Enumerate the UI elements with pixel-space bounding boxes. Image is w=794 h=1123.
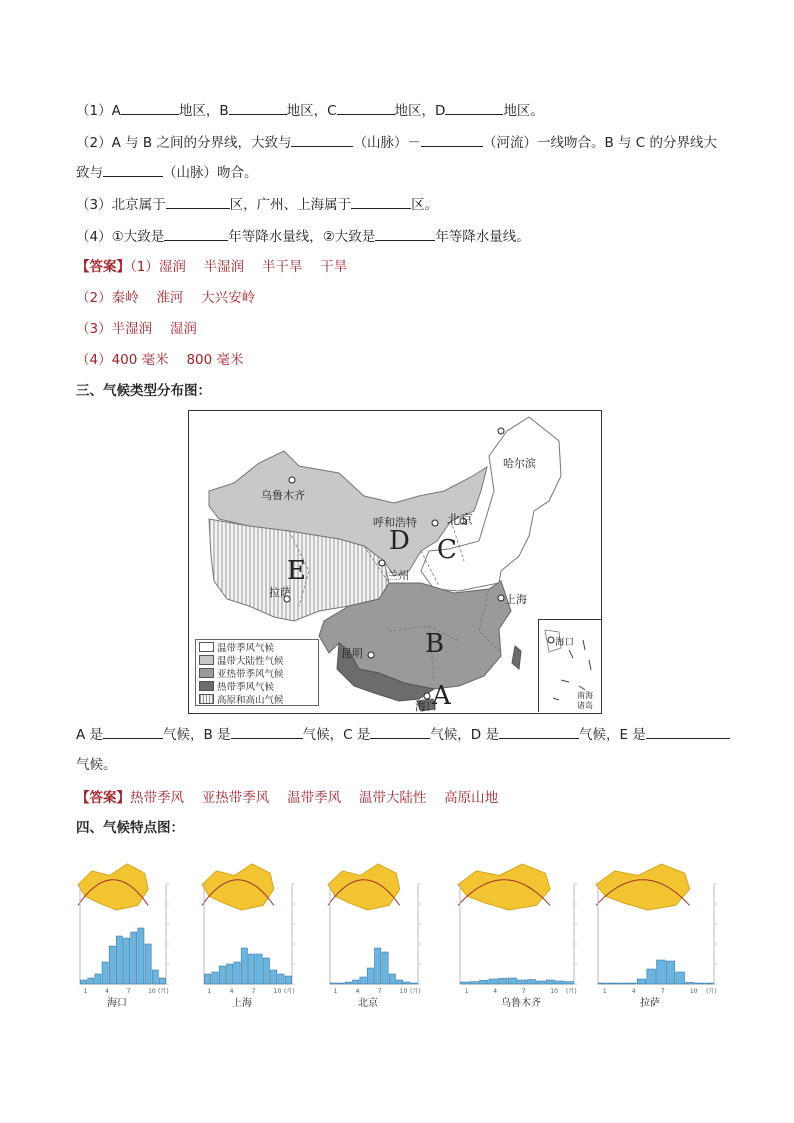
precipitation-bar: [219, 966, 225, 984]
month-label: (月): [410, 988, 421, 995]
climate-chart: [196, 846, 318, 1009]
city-marker: [368, 652, 374, 658]
answer-1-line-1: [76, 257, 347, 277]
legend-swatch: [199, 655, 214, 665]
section-4-title: 四、气候特点图：: [76, 820, 184, 836]
climate-chart: [72, 846, 192, 1009]
precipitation-bar: [241, 948, 247, 984]
blank[interactable]: [646, 724, 730, 739]
precipitation-bar: [556, 981, 565, 984]
legend-item: [196, 653, 318, 666]
china-map-thumbnail: [78, 864, 148, 910]
precipitation-bar: [686, 982, 695, 984]
precipitation-bar: [705, 983, 714, 984]
q1-text: 地区，B: [178, 103, 229, 119]
precipitation-bar: [565, 982, 574, 984]
answer-text: 热带季风 亚热带季风 温带季风 温带大陆性 高原山地: [130, 790, 499, 806]
precipitation-bar: [227, 964, 233, 984]
precipitation-bar: [546, 980, 555, 984]
region-taiwan: [512, 646, 521, 669]
legend-label: 温带季风气候: [217, 642, 275, 654]
city-marker: [498, 595, 504, 601]
climate-map: [188, 410, 602, 714]
q5-text: 气候，B 是: [163, 727, 231, 743]
month-label: 10: [689, 988, 698, 995]
month-label: 10: [550, 988, 558, 995]
region-letter-b: B: [425, 629, 445, 659]
legend-item: [196, 679, 318, 692]
region-letter-c: C: [437, 535, 457, 565]
legend-label: 亚热带季风气候: [217, 668, 284, 680]
precipitation-bar: [389, 974, 395, 984]
climate-chart-svg: [196, 846, 318, 996]
answer-text: （4）400 毫米 800 毫米: [76, 352, 244, 368]
q2-text: （河流）一线吻合。B 与 C 的分界线大: [482, 135, 718, 151]
map-legend: [195, 639, 319, 706]
answer-1-line-3: [76, 319, 197, 339]
month-label: 7: [521, 988, 526, 995]
city-label: 拉萨: [269, 586, 291, 599]
q1-text: （1）A: [76, 103, 121, 119]
answer-text: （2）秦岭 淮河 大兴安岭: [76, 290, 256, 306]
precipitation-bar: [382, 952, 388, 984]
month-label: 1: [207, 988, 212, 995]
city-marker: [379, 560, 385, 566]
precipitation-bar: [131, 932, 137, 984]
precipitation-bar: [499, 978, 508, 984]
month-label: (月): [566, 988, 577, 995]
answer-text: （1）湿润 半湿润 半干旱 干旱: [130, 259, 348, 275]
legend-label: 高原和高山气候: [217, 694, 284, 706]
q2-text: （山脉）吻合。: [163, 165, 258, 181]
blank[interactable]: [499, 724, 579, 739]
month-label: 10: [399, 988, 408, 995]
china-map-thumbnail: [596, 864, 690, 910]
month-label: 10: [273, 988, 282, 995]
blank[interactable]: [375, 226, 435, 241]
chart-city-label: 拉萨: [640, 998, 660, 1009]
climate-chart-svg: [590, 846, 740, 996]
region-letter-d: D: [389, 526, 410, 556]
answer-text: （3）半湿润 湿润: [76, 321, 197, 337]
city-label: 上海: [505, 593, 527, 606]
china-map-thumbnail: [458, 864, 550, 910]
month-label: 1: [83, 988, 88, 995]
precipitation-bar: [676, 972, 685, 984]
precipitation-bar: [345, 982, 351, 984]
q4-text: 年等降水量线。: [435, 229, 530, 245]
climate-chart-svg: [72, 846, 192, 996]
month-label: 4: [105, 988, 109, 995]
city-label: 北京: [447, 513, 474, 528]
city-label: 海口: [555, 637, 575, 648]
q2-text: （2）A 与 B 之间的分界线，大致与: [76, 135, 292, 151]
city-marker: [498, 428, 504, 434]
q5-text: 气候，E 是: [579, 727, 646, 743]
precipitation-bar: [109, 946, 115, 984]
precipitation-bar: [145, 944, 151, 984]
blank[interactable]: [421, 132, 483, 147]
q3-text: （3）北京属于: [76, 197, 166, 213]
precipitation-bar: [212, 972, 218, 984]
precipitation-bar: [331, 983, 337, 984]
precipitation-bar: [375, 948, 381, 984]
q2-text: 致与: [76, 165, 103, 181]
precipitation-bar: [657, 960, 666, 984]
blank[interactable]: [166, 194, 230, 209]
precipitation-bar: [152, 970, 158, 984]
precipitation-bar: [637, 979, 646, 984]
blank[interactable]: [370, 724, 430, 739]
precipitation-bar: [537, 981, 546, 984]
month-label: 4: [355, 988, 360, 995]
question-4: [76, 226, 530, 247]
answer-1-line-4: [76, 350, 244, 370]
precipitation-bar: [367, 968, 373, 984]
q1-text: 地区，D: [394, 103, 446, 119]
precipitation-bar: [124, 938, 130, 984]
precipitation-bar: [397, 980, 403, 984]
question-2: [76, 132, 717, 153]
precipitation-bar: [88, 978, 94, 984]
month-label: (月): [158, 988, 169, 995]
q5-text: 气候，D 是: [430, 727, 499, 743]
precipitation-bar: [628, 983, 637, 984]
climate-chart-svg: [452, 846, 600, 996]
inset-label: 诸岛: [577, 701, 593, 710]
chart-city-label: 海口: [107, 998, 127, 1009]
month-label: 1: [602, 988, 607, 995]
blank[interactable]: [231, 724, 303, 739]
legend-item: [196, 640, 318, 653]
blank[interactable]: [103, 724, 163, 739]
precipitation-bar: [95, 974, 101, 984]
q5-text: A 是: [76, 727, 104, 743]
precipitation-bar: [360, 977, 366, 984]
region-letter-a: A: [432, 681, 451, 711]
city-label: 哈尔滨: [503, 457, 536, 470]
city-label: 海口: [415, 700, 437, 713]
month-label: 4: [493, 988, 498, 995]
precipitation-bar: [234, 962, 240, 984]
question-5-cont: 气候。: [76, 757, 117, 773]
city-label: 乌鲁木齐: [261, 489, 305, 502]
inset-label: 南海: [577, 691, 593, 700]
city-marker: [289, 477, 295, 483]
precipitation-bar: [205, 974, 211, 984]
legend-swatch: [199, 642, 214, 652]
precipitation-bar: [470, 982, 479, 984]
answer-2: [76, 788, 498, 808]
city-marker: [432, 520, 438, 526]
section-3-title: 三、气候类型分布图：: [76, 383, 211, 399]
precipitation-bar: [278, 974, 284, 984]
city-label: 昆明: [341, 647, 363, 660]
climate-chart: [452, 846, 600, 1009]
precipitation-bar: [461, 982, 470, 984]
q1-text: 地区。: [503, 103, 544, 119]
q3-text: 区。: [411, 197, 439, 213]
blank[interactable]: [103, 162, 163, 177]
question-3: [76, 194, 438, 215]
chart-city-label: 乌鲁木齐: [501, 998, 541, 1009]
precipitation-bar: [353, 980, 359, 984]
precipitation-bar: [338, 983, 344, 984]
precipitation-bar: [480, 980, 489, 984]
precipitation-bar: [666, 961, 675, 984]
month-label: 7: [126, 988, 131, 995]
precipitation-bar: [256, 954, 262, 984]
legend-swatch: [199, 681, 214, 691]
blank[interactable]: [229, 100, 287, 115]
month-label: 1: [333, 988, 338, 995]
month-label: 10: [148, 988, 156, 995]
legend-swatch: [199, 694, 214, 704]
legend-item: [196, 666, 318, 679]
month-label: 4: [631, 988, 636, 995]
region-letter-e: E: [287, 556, 306, 586]
city-label: 呼和浩特: [373, 516, 417, 529]
precipitation-bar: [271, 970, 277, 984]
blank[interactable]: [164, 226, 228, 241]
precipitation-bar: [647, 969, 656, 984]
precipitation-bar: [81, 980, 87, 984]
month-label: (月): [706, 988, 717, 995]
question-1: [76, 100, 544, 121]
q3-text: 区，广州、上海属于: [229, 197, 352, 213]
blank[interactable]: [445, 100, 503, 115]
south-china-sea-inset: [538, 619, 601, 712]
q4-text: （4）①大致是: [76, 229, 165, 245]
climate-chart: [590, 846, 740, 1009]
answer-tag: 【答案】: [76, 259, 130, 275]
precipitation-bar: [116, 936, 122, 984]
precipitation-bar: [102, 962, 108, 984]
precipitation-bar: [159, 978, 165, 984]
precipitation-bar: [249, 954, 255, 984]
precipitation-bar: [138, 928, 144, 984]
climate-chart-svg: [322, 846, 444, 996]
precipitation-bar: [527, 980, 536, 984]
precipitation-bar: [695, 983, 704, 984]
precipitation-bar: [508, 978, 517, 984]
precipitation-bar: [489, 979, 498, 984]
legend-label: 热带季风气候: [217, 681, 275, 693]
blank[interactable]: [291, 132, 353, 147]
question-2-cont: [76, 162, 258, 183]
climate-chart: [322, 846, 444, 1009]
month-label: (月): [284, 988, 295, 995]
china-map-thumbnail: [328, 864, 400, 910]
blank[interactable]: [121, 100, 179, 115]
month-label: 7: [660, 988, 665, 995]
q5-text: 气候，C 是: [302, 727, 371, 743]
q4-text: 年等降水量线，②大致是: [228, 229, 376, 245]
city-label: 兰州: [387, 569, 409, 582]
precipitation-bar: [404, 982, 410, 984]
legend-label: 温带大陆性气候: [217, 655, 284, 667]
answer-tag: 【答案】: [76, 790, 130, 806]
china-map-thumbnail: [202, 864, 274, 910]
q1-text: 地区，C: [286, 103, 337, 119]
precipitation-bar: [618, 983, 627, 984]
precipitation-bar: [599, 983, 608, 984]
month-label: 7: [377, 988, 382, 995]
chart-city-label: 北京: [358, 998, 378, 1009]
precipitation-bar: [411, 983, 417, 984]
month-label: 4: [229, 988, 234, 995]
legend-swatch: [199, 668, 214, 678]
precipitation-bar: [263, 958, 269, 984]
precipitation-bar: [608, 983, 617, 984]
question-5: [76, 724, 730, 745]
q2-text: （山脉）－: [353, 135, 421, 151]
blank[interactable]: [351, 194, 411, 209]
month-label: 7: [251, 988, 256, 995]
chart-city-label: 上海: [232, 998, 252, 1009]
legend-item: [196, 692, 318, 705]
month-label: 1: [464, 988, 469, 995]
precipitation-bar: [518, 980, 527, 984]
precipitation-bar: [285, 976, 291, 984]
answer-1-line-2: [76, 288, 255, 308]
blank[interactable]: [337, 100, 395, 115]
